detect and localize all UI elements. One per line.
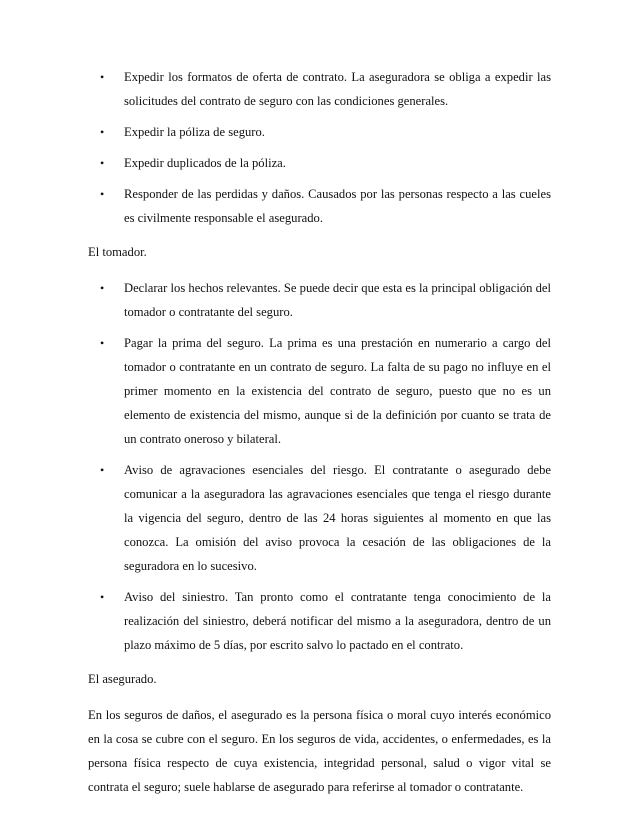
bullet-icon: • [100, 463, 105, 477]
list-item-text: Expedir la póliza de seguro. [124, 125, 265, 139]
list-item-text: Aviso de agravaciones esenciales del riesgo. El contratante o asegurado debe comunicar a la aseguradora las agravaciones esenciales que tenga el riesgo durante la vigencia del seguro, dentro de las 24 horas siguientes al momento en que las conozca. La omisión del aviso provoca la cesación de las obligaciones de la seguradora en lo sucesivo. [124, 463, 551, 573]
bullet-icon: • [100, 156, 105, 170]
list-item [100, 120, 551, 144]
list-item [100, 276, 551, 324]
list-item-text: Expedir los formatos de oferta de contrato. La aseguradora se obliga a expedir las solicitudes del contrato de seguro con las condiciones generales. [124, 70, 551, 108]
bullet-icon: • [100, 70, 105, 84]
paragraph-asegurado: En los seguros de daños, el asegurado es la persona física o moral cuyo interés económico en la cosa se cubre con el seguro. En los seguros de vida, accidentes, o enfermedades, es la persona física respecto de cuya existencia, integridad personal, salud o vigor vital se contrata el seguro; suele hablarse de asegurado para referirse al tomador o contratante. [88, 708, 551, 794]
section-heading-asegurado: El asegurado. [88, 672, 157, 686]
list-item-text: Expedir duplicados de la póliza. [124, 156, 286, 170]
bullet-icon: • [100, 187, 105, 201]
tomador-obligations-list [88, 276, 551, 657]
page-content [88, 65, 551, 799]
bullet-icon: • [100, 336, 105, 350]
bullet-icon: • [100, 281, 105, 295]
list-item [100, 182, 551, 230]
list-item-text: Pagar la prima del seguro. La prima es una prestación en numerario a cargo del tomador o contratante en un contrato de seguro. La falta de su pago no influye en el primer momento en la existencia del contrato de seguro, puesto que no es un elemento de existencia del mismo, aunque si de la definición por cuanto se trata de un contrato oneroso y bilateral. [124, 336, 551, 446]
list-item [100, 585, 551, 657]
list-item [100, 458, 551, 578]
list-item [100, 151, 551, 175]
list-item-text: Responder de las perdidas y daños. Causados por las personas respecto a las cueles es civilmente responsable el asegurado. [124, 187, 551, 225]
list-item [100, 331, 551, 451]
list-item-text: Declarar los hechos relevantes. Se puede decir que esta es la principal obligación del tomador o contratante del seguro. [124, 281, 551, 319]
list-item-text: Aviso del siniestro. Tan pronto como el contratante tenga conocimiento de la realización del siniestro, deberá notificar del mismo a la aseguradora, dentro de un plazo máximo de 5 días, por escrito salvo lo pactado en el contrato. [124, 590, 551, 652]
aseguradora-obligations-list [88, 65, 551, 230]
bullet-icon: • [100, 125, 105, 139]
bullet-icon: • [100, 590, 105, 604]
section-heading-tomador: El tomador. [88, 245, 147, 259]
list-item [100, 65, 551, 113]
